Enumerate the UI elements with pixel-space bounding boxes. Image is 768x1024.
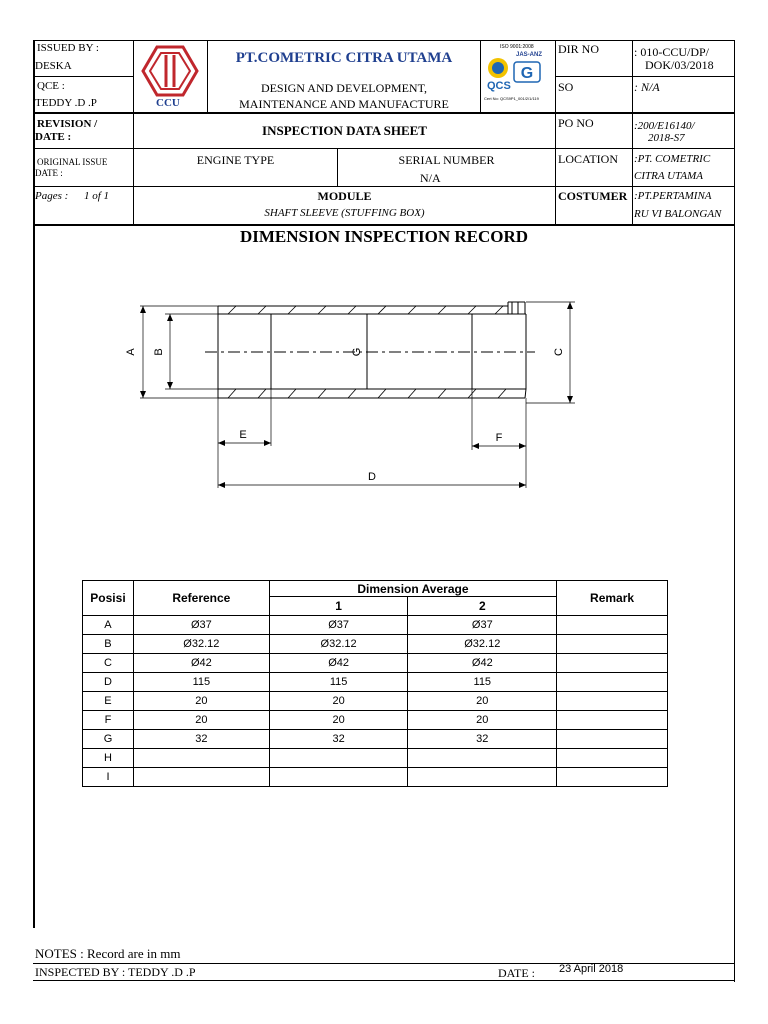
original-issue-date-label: DATE : — [35, 168, 63, 178]
company-desc-line1: DESIGN AND DEVELOPMENT, — [260, 81, 428, 95]
posisi-cell: H — [83, 749, 134, 768]
company-name: PT.COMETRIC CITRA UTAMA — [235, 50, 453, 66]
value-2-cell: Ø32.12 — [408, 635, 557, 654]
engine-type-label: ENGINE TYPE — [196, 153, 275, 167]
value-1-cell: 20 — [269, 711, 408, 730]
value-2-cell: 32 — [408, 730, 557, 749]
table-row — [83, 654, 668, 673]
serial-number-label: SERIAL NUMBER — [398, 153, 495, 167]
value-1-cell — [269, 749, 408, 768]
svg-text:G: G — [520, 65, 534, 82]
value-1-cell: 20 — [269, 692, 408, 711]
module-label: MODULE — [317, 189, 372, 203]
footer-date-value: 23 April 2018 — [559, 963, 624, 975]
col-2-header: 2 — [408, 597, 557, 616]
reference-cell: Ø32.12 — [133, 635, 269, 654]
dir-no-label: DIR NO — [558, 42, 599, 56]
posisi-cell: G — [83, 730, 134, 749]
module-value: SHAFT SLEEVE (STUFFING BOX) — [264, 207, 425, 219]
record-title: DIMENSION INSPECTION RECORD — [239, 227, 529, 246]
cert-iso-text: ISO 9001:2008 — [500, 44, 534, 50]
value-1-cell — [269, 768, 408, 787]
table-row — [83, 673, 668, 692]
remark-cell — [557, 654, 668, 673]
revision-label: REVISION / — [37, 118, 98, 130]
col-dimension-average-header: Dimension Average — [269, 581, 556, 597]
dimension-table — [82, 580, 668, 787]
remark-cell — [557, 749, 668, 768]
posisi-cell: B — [83, 635, 134, 654]
value-2-cell — [408, 768, 557, 787]
revision-date-label: DATE : — [35, 131, 72, 143]
qce-value: TEDDY .D .P — [35, 97, 97, 109]
pages-value: 1 of 1 — [84, 190, 110, 202]
posisi-cell: E — [83, 692, 134, 711]
issued-by-value: DESKA — [35, 60, 72, 72]
posisi-cell: D — [83, 673, 134, 692]
value-2-cell: 20 — [408, 711, 557, 730]
value-1-cell: Ø32.12 — [269, 635, 408, 654]
value-2-cell: 115 — [408, 673, 557, 692]
posisi-cell: I — [83, 768, 134, 787]
remark-cell — [557, 768, 668, 787]
cert-jas-text: JAS-ANZ — [516, 52, 543, 58]
costumer-value-1: :PT.PERTAMINA — [634, 190, 712, 202]
qce-label: QCE : — [37, 80, 65, 92]
dim-label-f: F — [495, 432, 503, 444]
po-no-label: PO NO — [558, 116, 594, 130]
po-no-value-1: :200/E16140/ — [634, 120, 695, 132]
table-row — [83, 768, 668, 787]
remark-cell — [557, 635, 668, 654]
reference-cell: 115 — [133, 673, 269, 692]
reference-cell: 20 — [133, 692, 269, 711]
footer-date-label: DATE : — [498, 966, 535, 980]
inspected-by-text: INSPECTED BY : TEDDY .D .P — [35, 965, 196, 979]
location-value-2: CITRA UTAMA — [634, 170, 703, 182]
reference-cell: 20 — [133, 711, 269, 730]
dim-label-a: A — [125, 348, 137, 356]
table-row — [83, 730, 668, 749]
so-label: SO — [558, 80, 574, 94]
dim-label-e: E — [239, 429, 247, 441]
serial-number-value: N/A — [420, 171, 441, 185]
notes-text: NOTES : Record are in mm — [35, 946, 181, 961]
posisi-cell: A — [83, 616, 134, 635]
col-remark-header: Remark — [557, 581, 668, 616]
sheet-title: INSPECTION DATA SHEET — [262, 123, 427, 138]
company-desc-line2: MAINTENANCE AND MANUFACTURE — [239, 97, 449, 111]
issued-by-label: ISSUED BY : — [37, 42, 99, 54]
value-2-cell: Ø37 — [408, 616, 557, 635]
dir-no-value-2: DOK/03/2018 — [645, 58, 714, 72]
location-value-1: :PT. COMETRIC — [634, 153, 711, 165]
table-row — [83, 692, 668, 711]
table-row — [83, 749, 668, 768]
reference-cell: 32 — [133, 730, 269, 749]
table-row — [83, 635, 668, 654]
po-no-value-2: 2018-S7 — [648, 132, 685, 144]
dim-label-d: D — [368, 471, 376, 483]
costumer-label: COSTUMER — [558, 189, 628, 203]
remark-cell — [557, 616, 668, 635]
reference-cell — [133, 749, 269, 768]
table-row — [83, 616, 668, 635]
so-value: : N/A — [634, 80, 660, 94]
remark-cell — [557, 730, 668, 749]
value-1-cell: Ø37 — [269, 616, 408, 635]
table-row — [83, 711, 668, 730]
reference-cell — [133, 768, 269, 787]
cert-number-text: Cert No: QCS9P1_001/2/1/119 — [484, 96, 539, 101]
dim-label-b: B — [153, 348, 165, 356]
dim-label-g: G — [351, 347, 363, 357]
col-reference-header: Reference — [133, 581, 269, 616]
col-posisi-header: Posisi — [83, 581, 134, 616]
dim-label-c: C — [553, 348, 565, 356]
reference-cell: Ø42 — [133, 654, 269, 673]
value-2-cell: Ø42 — [408, 654, 557, 673]
remark-cell — [557, 673, 668, 692]
logo-text: CCU — [156, 97, 180, 109]
value-2-cell: 20 — [408, 692, 557, 711]
remark-cell — [557, 711, 668, 730]
value-1-cell: Ø42 — [269, 654, 408, 673]
remark-cell — [557, 692, 668, 711]
value-1-cell: 115 — [269, 673, 408, 692]
posisi-cell: F — [83, 711, 134, 730]
pages-label: Pages : — [35, 190, 69, 202]
dir-no-value-1: : 010-CCU/DP/ — [634, 45, 710, 59]
costumer-value-2: RU VI BALONGAN — [634, 208, 722, 220]
original-issue-label: ORIGINAL ISSUE — [37, 157, 108, 167]
posisi-cell: C — [83, 654, 134, 673]
location-label: LOCATION — [558, 152, 618, 166]
value-1-cell: 32 — [269, 730, 408, 749]
col-1-header: 1 — [269, 597, 408, 616]
value-2-cell — [408, 749, 557, 768]
reference-cell: Ø37 — [133, 616, 269, 635]
cert-qcs-text: QCS — [487, 80, 511, 92]
